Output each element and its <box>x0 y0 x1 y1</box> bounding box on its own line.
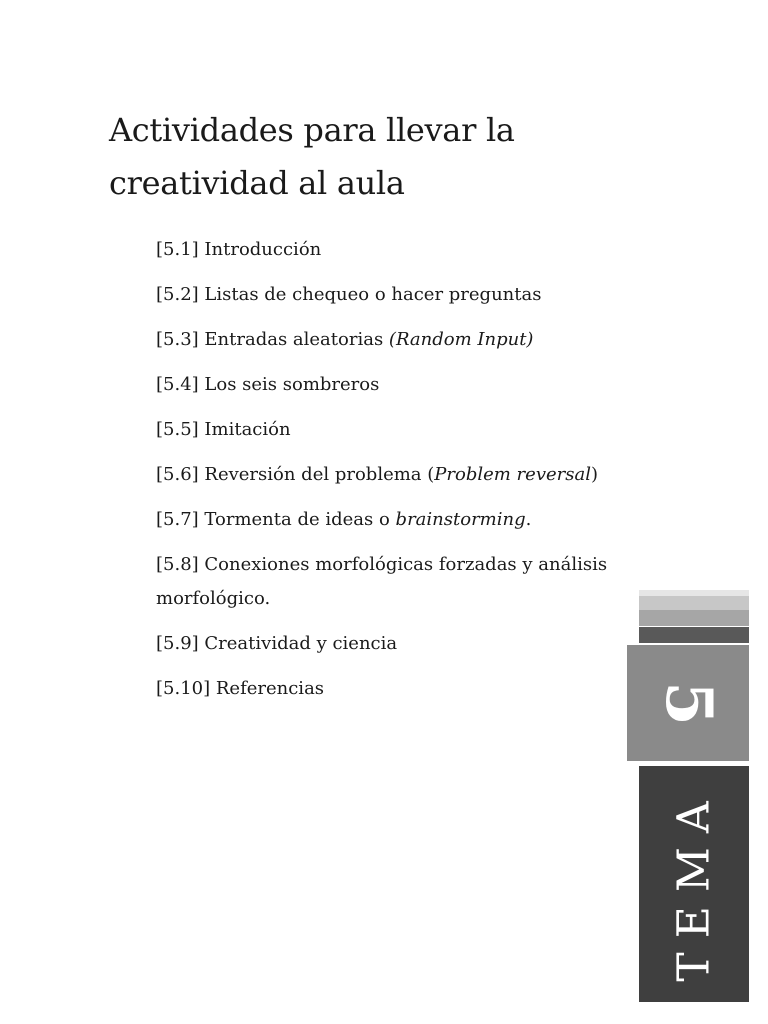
toc-item-number: [5.5] <box>156 419 199 440</box>
toc-item <box>156 548 616 616</box>
toc-item-number: [5.10] <box>156 678 211 699</box>
toc-item <box>156 672 616 706</box>
chapter-number-box <box>627 645 749 761</box>
toc-item-tail: . <box>525 509 532 530</box>
table-of-contents <box>156 233 616 717</box>
toc-item <box>156 627 616 661</box>
toc-item-text: Introducción <box>204 239 322 260</box>
chapter-number: 5 <box>650 680 726 726</box>
toc-item-text: Imitación <box>204 419 291 440</box>
chapter-label: TEMA <box>668 786 720 982</box>
toc-item-number: [5.8] <box>156 554 199 575</box>
toc-item-number: [5.9] <box>156 633 199 654</box>
toc-item-text: Entradas aleatorias <box>204 329 389 350</box>
chapter-label-box <box>639 766 749 1002</box>
toc-item-text: Creatividad y ciencia <box>204 633 398 654</box>
toc-item <box>156 323 616 357</box>
toc-item-emphasis: (Random Input) <box>388 329 534 350</box>
toc-item <box>156 503 616 537</box>
toc-item-emphasis: brainstorming <box>395 509 526 530</box>
toc-item <box>156 233 616 267</box>
toc-item <box>156 458 616 492</box>
toc-item-number: [5.6] <box>156 464 199 485</box>
toc-item-text: Reversión del problema ( <box>204 464 435 485</box>
toc-item-number: [5.2] <box>156 284 199 305</box>
toc-item-text: Referencias <box>215 678 325 699</box>
page-title: Actividades para llevar la creatividad al aula <box>109 111 515 202</box>
toc-item <box>156 278 616 312</box>
toc-item <box>156 413 616 447</box>
toc-item-text: Conexiones morfológicas forzadas y análisis morfológico. <box>156 554 608 609</box>
toc-item-text: Los seis sombreros <box>204 374 380 395</box>
toc-item-number: [5.1] <box>156 239 199 260</box>
tab-stripe-mid-gray <box>639 610 749 626</box>
tab-stripe-lighter-gray <box>639 596 749 610</box>
toc-item-tail: ) <box>590 464 598 485</box>
toc-item-text: Listas de chequeo o hacer preguntas <box>204 284 542 305</box>
toc-item <box>156 368 616 402</box>
toc-item-number: [5.4] <box>156 374 199 395</box>
toc-item-text: Tormenta de ideas o <box>204 509 396 530</box>
tab-stripe-dark-gray <box>639 627 749 643</box>
toc-item-emphasis: Problem reversal <box>434 464 591 485</box>
toc-item-number: [5.3] <box>156 329 199 350</box>
toc-item-number: [5.7] <box>156 509 199 530</box>
